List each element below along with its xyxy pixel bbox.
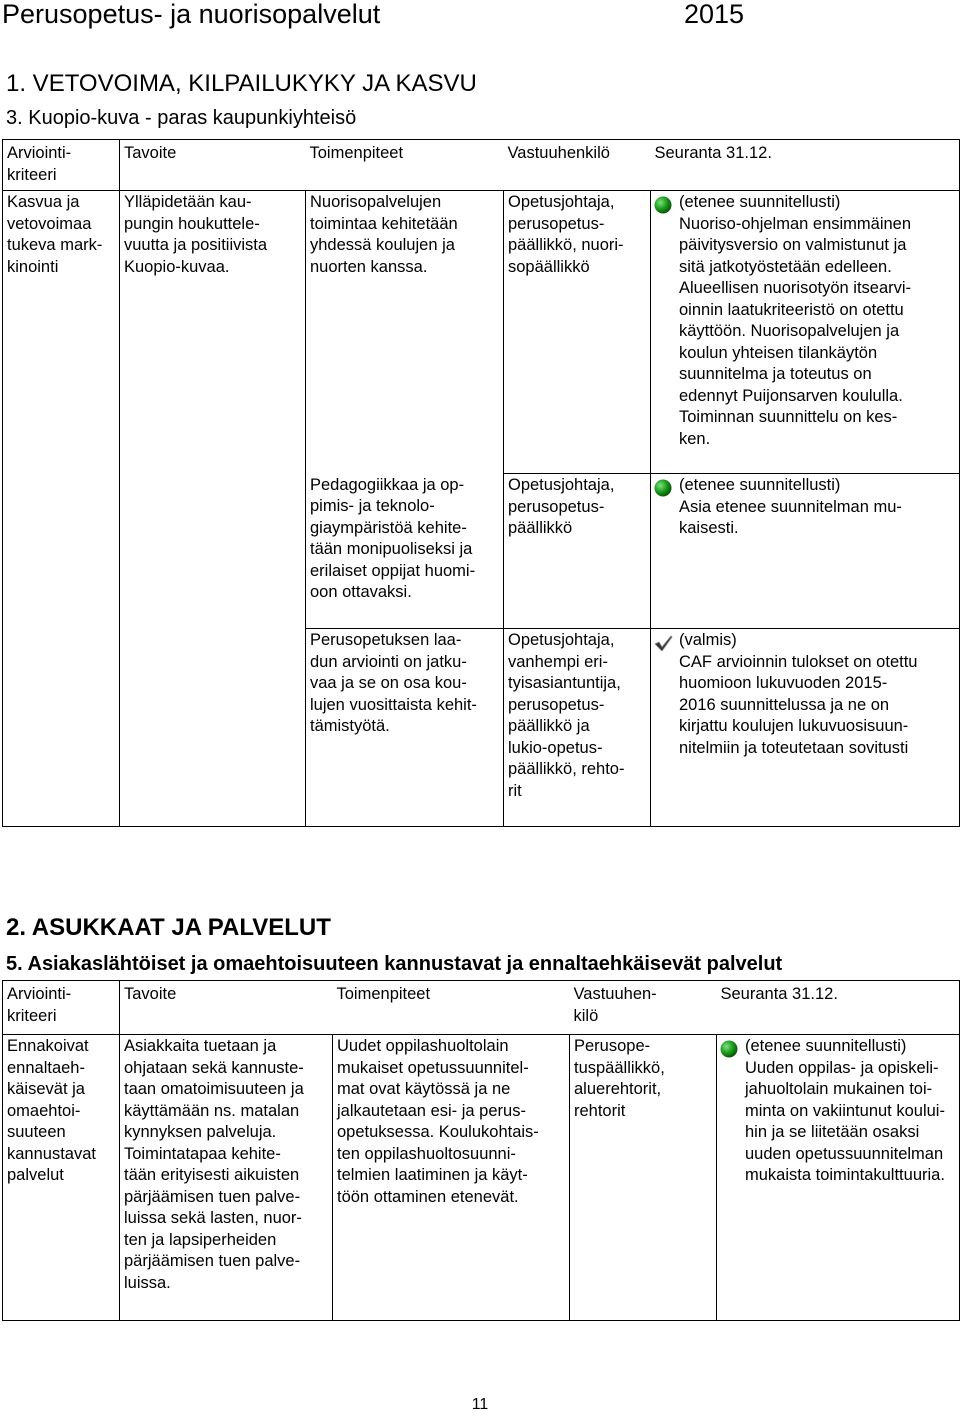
- green-dot-icon: [653, 478, 673, 498]
- goal-cell: Asiakkaita tuetaan ja ohjataan sekä kannuste- taan omatoimisuuteen ja käyttämään ns. matalan kynnyksen palveluja. Toimintatapaa kehite- tään erityisesti aikuisten pärjäämisen tuen palve- luissa sekä lasten, nuor- ten ja lapsiperheiden pärjäämisen tuen palve- luissa.: [120, 1035, 333, 1321]
- criteria-cell: Kasvua ja vetovoimaa tukeva mark- kinointi: [3, 191, 120, 827]
- criteria-cell: Ennakoivat ennaltaeh- käisevät ja omaehtoi- suuteen kannustavat palvelut: [3, 1035, 120, 1321]
- goal-cell: Ylläpidetään kau- pungin houkuttele- vuutta ja positiivista Kuopio-kuvaa.: [120, 191, 306, 827]
- checkmark-icon: [653, 633, 673, 653]
- col-goal: Tavoite: [120, 981, 333, 1035]
- green-dot-icon: [653, 195, 673, 215]
- actions-cell: Perusopetuksen laa- dun arviointi on jatku- vaa ja se on osa kou- lujen vuosittaista kehit- tämistyötä.: [306, 629, 504, 827]
- page-year: 2015: [684, 0, 745, 29]
- col-criteria: Arviointi- kriteeri: [3, 981, 120, 1035]
- table-row: [3, 1035, 960, 1321]
- section2-table: [2, 980, 960, 1321]
- table-header-row: [3, 140, 960, 191]
- followup-cell: (etenee suunnitellusti) Asia etenee suunnitelman mu- kaisesti.: [651, 474, 960, 629]
- actions-cell: Nuorisopalvelujen toimintaa kehitetään yhdessä koulujen ja nuorten kanssa.: [306, 191, 504, 474]
- page-header: [2, 0, 958, 34]
- followup-cell: (etenee suunnitellusti) Uuden oppilas- ja opiskeli- jahuoltolain mukainen toi- minta on vakiintunut koului- hin ja se liitetään osaksi uuden opetussuunnitelman mukaista toimintakulttuuria.: [717, 1035, 960, 1321]
- page-title: Perusopetus- ja nuorisopalvelut: [2, 0, 381, 29]
- col-goal: Tavoite: [120, 140, 306, 191]
- section1-subheading: 3. Kuopio-kuva - paras kaupunkiyhteisö: [6, 107, 357, 129]
- table-row: [3, 191, 960, 474]
- col-actions: Toimenpiteet: [333, 981, 570, 1035]
- col-followup: Seuranta 31.12.: [651, 140, 960, 191]
- col-actions: Toimenpiteet: [306, 140, 504, 191]
- actions-cell: Uudet oppilashuoltolain mukaiset opetussuunnitel- mat ovat käytössä ja ne jalkautetaan esi- ja perus- opetuksessa. Koulukohtais- ten oppilashuoltosuunni- telmien laatiminen ja käyt- töön ottaminen etenevät.: [333, 1035, 570, 1321]
- col-followup: Seuranta 31.12.: [717, 981, 960, 1035]
- section2-heading: 2. ASUKKAAT JA PALVELUT: [6, 914, 331, 941]
- responsible-cell: Opetusjohtaja, perusopetus- päällikkö, nuori- sopäällikkö: [504, 191, 651, 474]
- section1-heading: 1. VETOVOIMA, KILPAILUKYKY JA KASVU: [6, 70, 477, 97]
- col-responsible: Vastuuhen- kilö: [570, 981, 717, 1035]
- responsible-cell: Opetusjohtaja, perusopetus- päällikkö: [504, 474, 651, 629]
- section1-table: [2, 139, 960, 827]
- col-responsible: Vastuuhenkilö: [504, 140, 651, 191]
- followup-cell: (etenee suunnitellusti) Nuoriso-ohjelman ensimmäinen päivitysversio on valmistunut ja sitä jatkotyöstetään edelleen. Alueellisen nuorisotyön itsearvi- oinnin laatukriteeristö on otettu käyttöön. Nuorisopalvelujen ja koulun yhteisen tilankäytön suunnitelma ja toteutus on edennyt Puijonsarven koululla. Toiminnan suunnittelu on kes- ken.: [651, 191, 960, 474]
- section2-subheading: 5. Asiakaslähtöiset ja omaehtoisuuteen kannustavat ja ennaltaehkäisevät palvelut: [6, 953, 783, 975]
- responsible-cell: Perusope- tuspäällikkö, aluerehtorit, rehtorit: [570, 1035, 717, 1321]
- table-header-row: [3, 981, 960, 1035]
- actions-cell: Pedagogiikkaa ja op- pimis- ja teknolo- giaympäristöä kehite- tään monipuoliseksi ja erilaiset oppijat huomi- oon ottavaksi.: [306, 474, 504, 629]
- green-dot-icon: [719, 1039, 739, 1059]
- col-criteria: Arviointi- kriteeri: [3, 140, 120, 191]
- responsible-cell: Opetusjohtaja, vanhempi eri- tyisasiantuntija, perusopetus- päällikkö ja lukio-opetus- päällikkö, rehto- rit: [504, 629, 651, 827]
- page-number: 11: [471, 1396, 489, 1413]
- followup-cell: (valmis) CAF arvioinnin tulokset on otettu huomioon lukuvuoden 2015- 2016 suunnittelussa ja ne on kirjattu koulujen lukuvuosisuun- nitelmiin ja toteutetaan sovitusti: [651, 629, 960, 827]
